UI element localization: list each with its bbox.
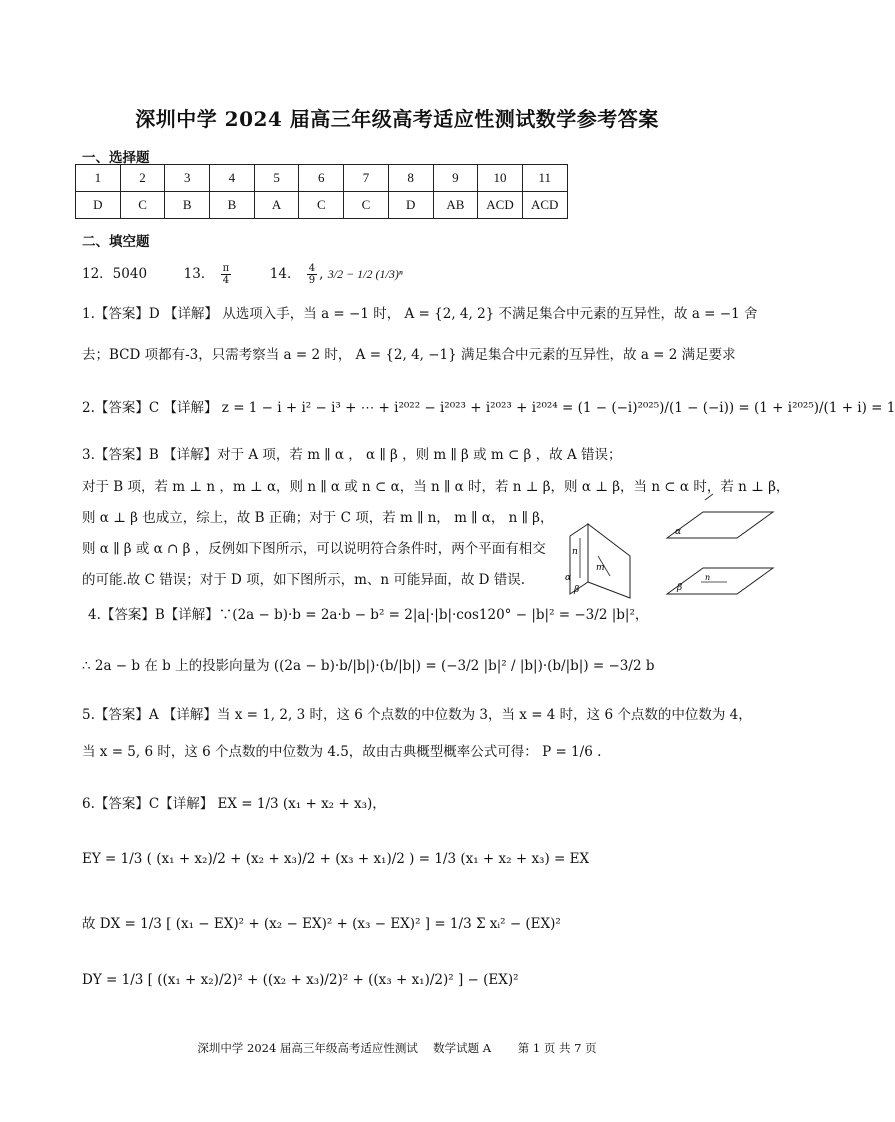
q4-line-2: ∴ 2a − b 在 b 上的投影向量为 ((2a − b)·b/|b|)·(b/|b|) = (−3/2 |b|² / |b|)·(b/|b|) = −3/2 b xyxy=(82,658,655,674)
fill-q14: 14． xyxy=(269,266,301,282)
figure-parallel-planes xyxy=(665,490,777,602)
figure-label-n: n xyxy=(572,547,578,557)
section-heading-fill: 二、填空题 xyxy=(82,234,150,250)
answer-cell: D xyxy=(388,192,433,219)
q5-line-1: 5.【答案】A 【详解】当 x = 1, 2, 3 时，这 6 个点数的中位数为 3，当 x = 4 时，这 6 个点数的中位数为 4， xyxy=(82,707,752,723)
figure-intersecting-planes xyxy=(560,508,665,600)
q5-line-2: 当 x = 5, 6 时，这 6 个点数的中位数为 4.5，故由古典概型概率公式可得： P = 1/6 . xyxy=(82,744,602,760)
fill-answers: 12．5040 13． $\frac{\pi}{4}$ 14． $\frac{4}{9}$ , 3/2 − 1/2 (1/3)ⁿ xyxy=(82,262,403,286)
question-number-cell: 5 xyxy=(254,165,299,192)
answer-cell: B xyxy=(165,192,210,219)
answer-cell: C xyxy=(344,192,389,219)
question-number-cell: 9 xyxy=(433,165,478,192)
q1-line-1: 1.【答案】D 【详解】 从选项入手，当 a = −1 时， A = {2, 4, 2} 不满足集合中元素的互异性，故 a = −1 舍 xyxy=(82,306,758,322)
question-number-cell: 4 xyxy=(210,165,255,192)
question-number-cell: 10 xyxy=(478,165,523,192)
q1-line-2: 去；BCD 项都有-3，只需考察当 a = 2 时， A = {2, 4, −1} 满足集合中元素的互异性，故 a = 2 满足要求 xyxy=(82,347,736,363)
answer-cell: D xyxy=(76,192,121,219)
fill-q12: 12．5040 xyxy=(82,266,148,282)
answer-cell: B xyxy=(210,192,255,219)
question-number-cell: 2 xyxy=(120,165,165,192)
q6-line-3: 故 DX = 1/3 [ (x₁ − EX)² + (x₂ − EX)² + (x₃ − EX)² ] = 1/3 Σ xᵢ² − (EX)² xyxy=(82,916,561,932)
fill-q14-fraction: $\frac{4}{9}$ xyxy=(308,262,316,286)
q2-line-1: 2.【答案】C 【详解】 z = 1 − i + i² − i³ + ⋯ + i²⁰²² − i²⁰²³ + i²⁰²³ + i²⁰²⁴ = (1 − (−i)²⁰²⁵)/(1 − (−i)) = (1 + i²⁰²⁵)/(1 + i) = 1 xyxy=(82,400,895,416)
page-title: 深圳中学 2024 届高三年级高考适应性测试数学参考答案 xyxy=(135,107,659,131)
q6-line-2: EY = 1/3 ( (x₁ + x₂)/2 + (x₂ + x₃)/2 + (x₃ + x₁)/2 ) = 1/3 (x₁ + x₂ + x₃) = EX xyxy=(82,851,590,867)
answer-table-answer-row xyxy=(76,192,568,219)
question-number-cell: 1 xyxy=(76,165,121,192)
figure-label-beta-2: β xyxy=(677,583,683,593)
question-number-cell: 7 xyxy=(344,165,389,192)
fill-q14-expression: 3/2 − 1/2 (1/3)ⁿ xyxy=(327,267,403,281)
q3-line-1: 3.【答案】B 【详解】对于 A 项，若 m ∥ α ， α ∥ β ，则 m ∥ β 或 m ⊂ β ，故 A 错误； xyxy=(82,447,622,463)
q6-line-4: DY = 1/3 [ ((x₁ + x₂)/2)² + ((x₂ + x₃)/2)² + ((x₃ + x₁)/2)² ] − (EX)² xyxy=(82,972,519,988)
fill-q13: 13． xyxy=(183,266,215,282)
figure-label-beta: β xyxy=(574,585,580,595)
fill-q13-fraction: $\frac{\pi}{4}$ xyxy=(222,262,230,286)
answer-cell: AB xyxy=(433,192,478,219)
question-number-cell: 6 xyxy=(299,165,344,192)
figure-label-n-2: n xyxy=(705,573,711,582)
figure-label-alpha-2: α xyxy=(675,527,682,537)
answer-table-number-row xyxy=(76,165,568,192)
q3-line-3: 则 α ⊥ β 也成立，综上，故 B 正确；对于 C 项，若 m ∥ n， m ∥ α， n ∥ β， xyxy=(82,510,554,526)
figure-label-m: m xyxy=(596,563,605,573)
question-number-cell: 3 xyxy=(165,165,210,192)
answer-table xyxy=(75,164,568,219)
figure-label-alpha: α xyxy=(565,573,572,583)
question-number-cell: 8 xyxy=(388,165,433,192)
q3-line-5: 的可能.故 C 错误；对于 D 项，如下图所示，m、n 可能异面，故 D 错误. xyxy=(82,572,526,588)
answer-cell: A xyxy=(254,192,299,219)
q3-line-4: 则 α ∥ β 或 α ∩ β ，反例如下图所示，可以说明符合条件时，两个平面有相交 xyxy=(82,541,546,557)
q3-line-2: 对于 B 项，若 m ⊥ n ，m ⊥ α，则 n ∥ α 或 n ⊂ α，当 n ∥ α 时，若 n ⊥ β，则 α ⊥ β，当 n ⊂ α 时，若 n ⊥ β， xyxy=(82,479,790,495)
answer-cell: C xyxy=(299,192,344,219)
page-footer: 深圳中学 2024 届高三年级高考适应性测试 数学试题 A 第 1 页 共 7 页 xyxy=(197,1041,597,1055)
answer-cell: C xyxy=(120,192,165,219)
q4-line-1: 4.【答案】B【详解】∵(2a − b)·b = 2a·b − b² = 2|a|·|b|·cos120° − |b|² = −3/2 |b|²， xyxy=(88,607,649,623)
section-heading-choice: 一、选择题 xyxy=(82,150,150,166)
question-number-cell: 11 xyxy=(522,165,567,192)
answer-cell: ACD xyxy=(478,192,523,219)
q6-line-1: 6.【答案】C【详解】 EX = 1/3 (x₁ + x₂ + x₃)， xyxy=(82,796,386,812)
answer-cell: ACD xyxy=(522,192,567,219)
